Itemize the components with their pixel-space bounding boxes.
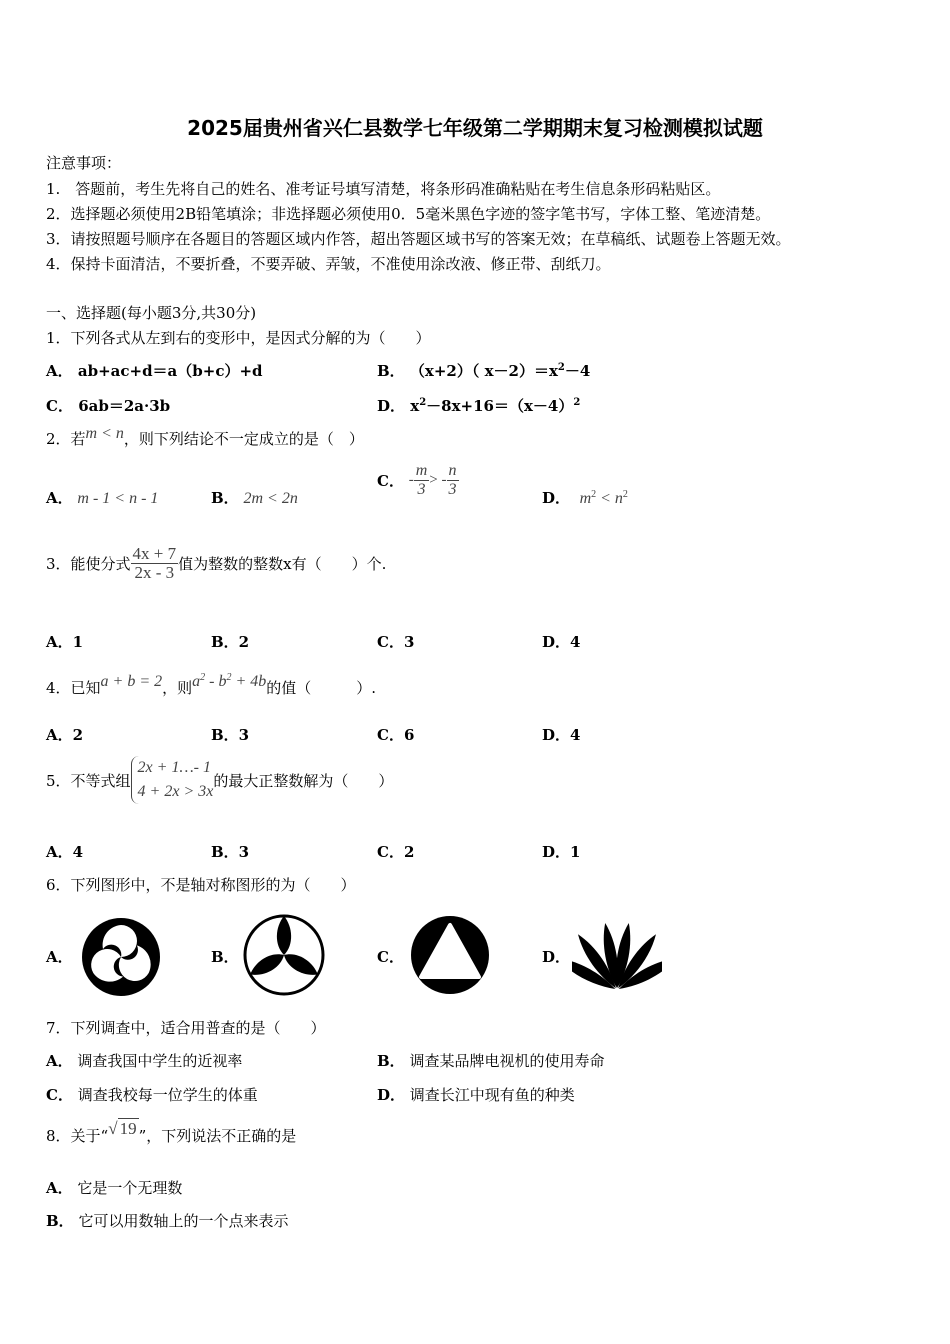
q8-option-a: A． 它是一个无理数: [46, 1179, 183, 1197]
q4-option-d: D．4: [542, 726, 581, 744]
fraction: $\frac{n}{3}$: [448, 462, 457, 498]
q1-option-b: B． （x+2）（ $x-2)=x^2-4$: [377, 362, 591, 380]
q5-option-a: A．4: [46, 843, 84, 861]
section-heading: 一、选择题(每小题3分,共30分): [46, 304, 257, 322]
notice-item: 2．选择题必须使用2B铅笔填涂；非选择题必须使用0．5毫米黑色字迹的签字笔书写，字体工整、笔迹清楚。: [46, 205, 771, 223]
q1-option-a: A． ab+ac+d＝a（b+c）+d: [46, 362, 263, 380]
q5-option-d: D．1: [542, 843, 581, 861]
q7-option-d: D． 调查长江中现有鱼的种类: [377, 1086, 575, 1104]
q6-option-a-label: A．: [46, 948, 73, 966]
notice-item: 3．请按照题号顺序在各题目的答题区域内作答，超出答题区域书写的答案无效；在草稿纸、试题卷上答题无效。: [46, 230, 791, 248]
q8-option-b: B． 它可以用数轴上的一个点来表示: [46, 1212, 289, 1230]
q6-option-d-label: D．: [542, 948, 571, 966]
q2-option-d: D． $m^2 < n^2$: [542, 489, 628, 507]
question-7-stem: 7．下列调查中，适合用普查的是（ ）: [46, 1019, 326, 1037]
q6-option-c-label: C．: [377, 948, 404, 966]
q5-option-b: B．3: [211, 843, 250, 861]
fraction: $\frac{m}{3}$: [415, 462, 428, 498]
q7-option-a: A． 调查我国中学生的近视率: [46, 1052, 243, 1070]
q2-option-c: C． - $\frac{m}{3}$ > - $\frac{n}{3}$: [377, 462, 457, 498]
q2-option-b: B． 2m < 2n: [211, 489, 298, 507]
q4-option-a: A．2: [46, 726, 84, 744]
fan-petals-figure: [572, 920, 662, 992]
fraction: $\frac{4x + 7}{2x - 3}$: [132, 544, 177, 582]
circle-triangle-figure: [410, 915, 490, 995]
question-3-stem: 3．能使分式 $\frac{4x + 7}{2x - 3}$ 值为整数的整数x有（ ）个.: [46, 544, 387, 582]
inequality-system: 2x + 1…- 1 4 + 2x > 3x: [131, 756, 214, 804]
q3-option-a: A．1: [46, 633, 84, 651]
q1-option-c: C． 6ab＝2a·3b: [46, 397, 171, 415]
q7-option-b: B． 调查某品牌电视机的使用寿命: [377, 1052, 605, 1070]
q6-option-b-label: B．: [211, 948, 239, 966]
q1-option-d: D． $x^2-8x+16=(x-4)^2$: [377, 397, 581, 415]
q3-option-c: C．3: [377, 633, 415, 651]
notice-item: 1. 答题前，考生先将自己的姓名、准考证号填写清楚，将条形码准确粘贴在考生信息条形码粘贴区。: [46, 180, 721, 198]
notice-heading: 注意事项：: [46, 154, 122, 172]
q2-option-a: A． m - 1 < n - 1: [46, 489, 159, 507]
three-petal-circle-figure: [242, 913, 326, 997]
notice-item: 4．保持卡面清洁，不要折叠，不要弄破、弄皱，不准使用涂改液、修正带、刮纸刀。: [46, 255, 611, 273]
q5-option-c: C．2: [377, 843, 415, 861]
q4-option-b: B．3: [211, 726, 250, 744]
q3-option-d: D．4: [542, 633, 581, 651]
question-1-stem: 1．下列各式从左到右的变形中，是因式分解的为（ ）: [46, 329, 431, 347]
page-title: 2025届贵州省兴仁县数学七年级第二学期期末复习检测模拟试题: [187, 116, 763, 140]
q7-option-c: C． 调查我校每一位学生的体重: [46, 1086, 258, 1104]
question-2-stem: 2．若m < n，则下列结论不一定成立的是（ ）: [46, 425, 364, 448]
swirl-figure: [80, 916, 162, 998]
question-8-stem: 8．关于“√ 19 ”，下列说法不正确的是: [46, 1119, 297, 1145]
q3-option-b: B．2: [211, 633, 250, 651]
question-6-stem: 6．下列图形中，不是轴对称图形的为（ ）: [46, 876, 356, 894]
question-5-stem: 5．不等式组 2x + 1…- 1 4 + 2x > 3x 的最大正整数解为（ ）: [46, 756, 393, 804]
q4-option-c: C．6: [377, 726, 415, 744]
question-4-stem: 4．已知a + b = 2，则$a^2 - b^2 + 4b$的值（ ）.: [46, 672, 377, 697]
